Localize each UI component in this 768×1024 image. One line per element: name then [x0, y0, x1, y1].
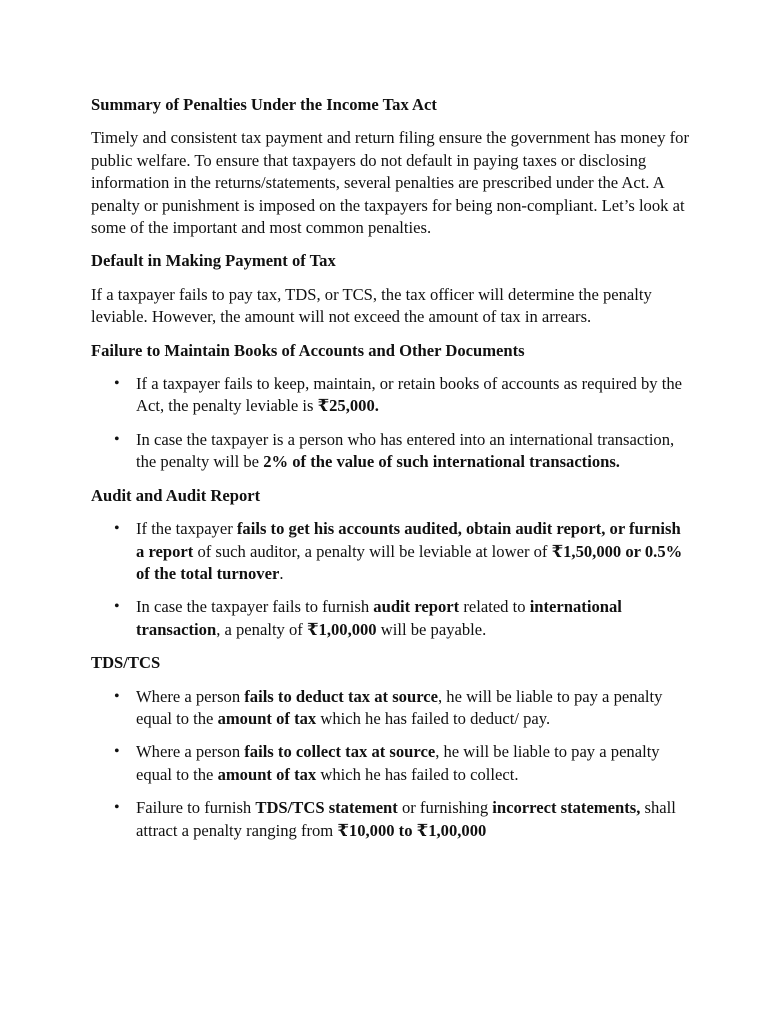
list-item: • Failure to furnish TDS/TCS statement or furnishing incorrect statements, shall attract a penalty ranging from ₹10,000 to ₹1,00,000 — [91, 797, 691, 842]
heading-default-payment: Default in Making Payment of Tax — [91, 251, 336, 271]
list-item: • If a taxpayer fails to keep, maintain, or retain books of accounts as required by the Act, the penalty leviable is ₹25,000. — [91, 373, 691, 418]
paragraph-default-payment: If a taxpayer fails to pay tax, TDS, or TCS, the tax officer will determine the penalty leviable. However, the amount will not exceed the amount of tax in arrears. — [91, 284, 652, 327]
document-content — [91, 94, 691, 842]
list-audit — [91, 518, 691, 641]
list-item: • In case the taxpayer fails to furnish audit report related to international transaction, a penalty of ₹1,00,000 will be payable. — [91, 596, 691, 641]
list-item: • In case the taxpayer is a person who has entered into an international transaction, the penalty will be 2% of the value of such international transactions. — [91, 429, 691, 474]
heading-tds-tcs: TDS/TCS — [91, 653, 161, 673]
list-item: • Where a person fails to deduct tax at source, he will be liable to pay a penalty equal to the amount of tax which he has failed to deduct/ pay. — [91, 686, 691, 731]
list-books-of-accounts — [91, 373, 691, 474]
heading-audit: Audit and Audit Report — [91, 485, 261, 505]
list-item: • If the taxpayer fails to get his accounts audited, obtain audit report, or furnish a report of such auditor, a penalty will be leviable at lower of ₹1,50,000 or 0.5% of the total turnover. — [91, 518, 691, 585]
list-tds-tcs — [91, 686, 691, 842]
document-title: Summary of Penalties Under the Income Tax Act — [91, 95, 437, 114]
heading-books-of-accounts: Failure to Maintain Books of Accounts and Other Documents — [91, 340, 525, 360]
intro-paragraph: Timely and consistent tax payment and return filing ensure the government has money for public welfare. To ensure that taxpayers do not default in paying taxes or disclosing information in the returns/statements, several penalties are prescribed under the Act. A penalty or punishment is imposed on the taxpayers for being non-compliant. Let’s look at some of the important and most common penalties. — [91, 128, 690, 238]
list-item: • Where a person fails to collect tax at source, he will be liable to pay a penalty equal to the amount of tax which he has failed to collect. — [91, 741, 691, 786]
